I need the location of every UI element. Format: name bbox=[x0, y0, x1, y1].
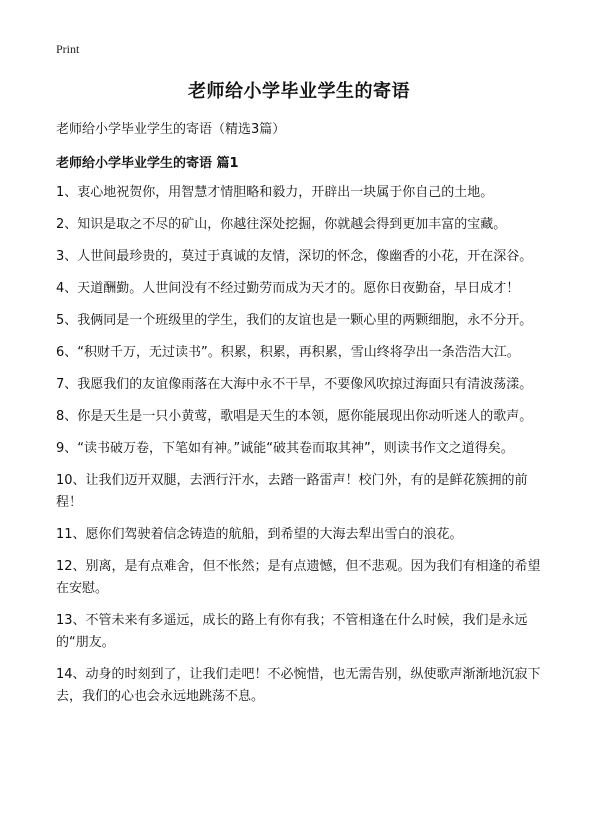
document-subtitle: 老师给小学毕业学生的寄语（精选3篇） bbox=[56, 122, 286, 137]
message-item-14: 14、动身的时刻到了，让我们走吧！不必惋惜，也无需告别，纵使歌声渐渐地沉寂下去，我们的心也会永远地跳荡不息。 bbox=[56, 667, 541, 704]
page-title: 老师给小学毕业学生的寄语 bbox=[188, 81, 410, 102]
message-item-7: 7、我愿我们的友谊像雨落在大海中永不干旱，不要像风吹掠过海面只有清波荡漾。 bbox=[56, 377, 533, 392]
message-item-13: 13、不管未来有多遥远，成长的路上有你有我；不管相逢在什么时候，我们是永远的“朋友。 bbox=[56, 613, 528, 650]
message-item-8: 8、你是天生是一只小黄莺，歌唱是天生的本领，愿你能展现出你动听迷人的歌声。 bbox=[56, 409, 533, 424]
message-item-3: 3、人世间最珍贵的，莫过于真诚的友情，深切的怀念，像幽香的小花，开在深谷。 bbox=[56, 249, 533, 264]
message-item-4: 4、天道酬勤。人世间没有不经过勤劳而成为天才的。愿你日夜勤奋，早日成才！ bbox=[56, 281, 520, 296]
section-heading: 老师给小学毕业学生的寄语 篇1 bbox=[56, 156, 239, 171]
message-list bbox=[56, 182, 542, 708]
message-item-1: 1、衷心地祝贺你，用智慧才情胆略和毅力，开辟出一块属于你自己的土地。 bbox=[56, 185, 494, 200]
message-item-5: 5、我俩同是一个班级里的学生，我们的友谊也是一颗心里的两颗细胞，永不分开。 bbox=[56, 313, 533, 328]
message-item-10: 10、让我们迈开双腿，去洒行汗水，去踏一路雷声！校门外，有的是鲜花簇拥的前程！ bbox=[56, 473, 528, 510]
message-item-9: 9、“读书破万卷，下笔如有神。”诚能“破其卷而取其神”，则读书作文之道得矣。 bbox=[56, 441, 514, 456]
message-item-12: 12、别离，是有点难舍，但不怅然；是有点遗憾，但不悲观。因为我们有相逢的希望在安慰。 bbox=[56, 559, 541, 596]
message-item-2: 2、知识是取之不尽的矿山，你越往深处挖掘，你就越会得到更加丰富的宝藏。 bbox=[56, 217, 507, 232]
message-item-11: 11、愿你们驾驶着信念铸造的航船，到希望的大海去犁出雪白的浪花。 bbox=[56, 527, 463, 542]
print-link[interactable]: Print bbox=[56, 42, 80, 56]
message-item-6: 6、“积财千万，无过读书”。积累，积累，再积累，雪山终将孕出一条浩浩大江。 bbox=[56, 345, 520, 360]
